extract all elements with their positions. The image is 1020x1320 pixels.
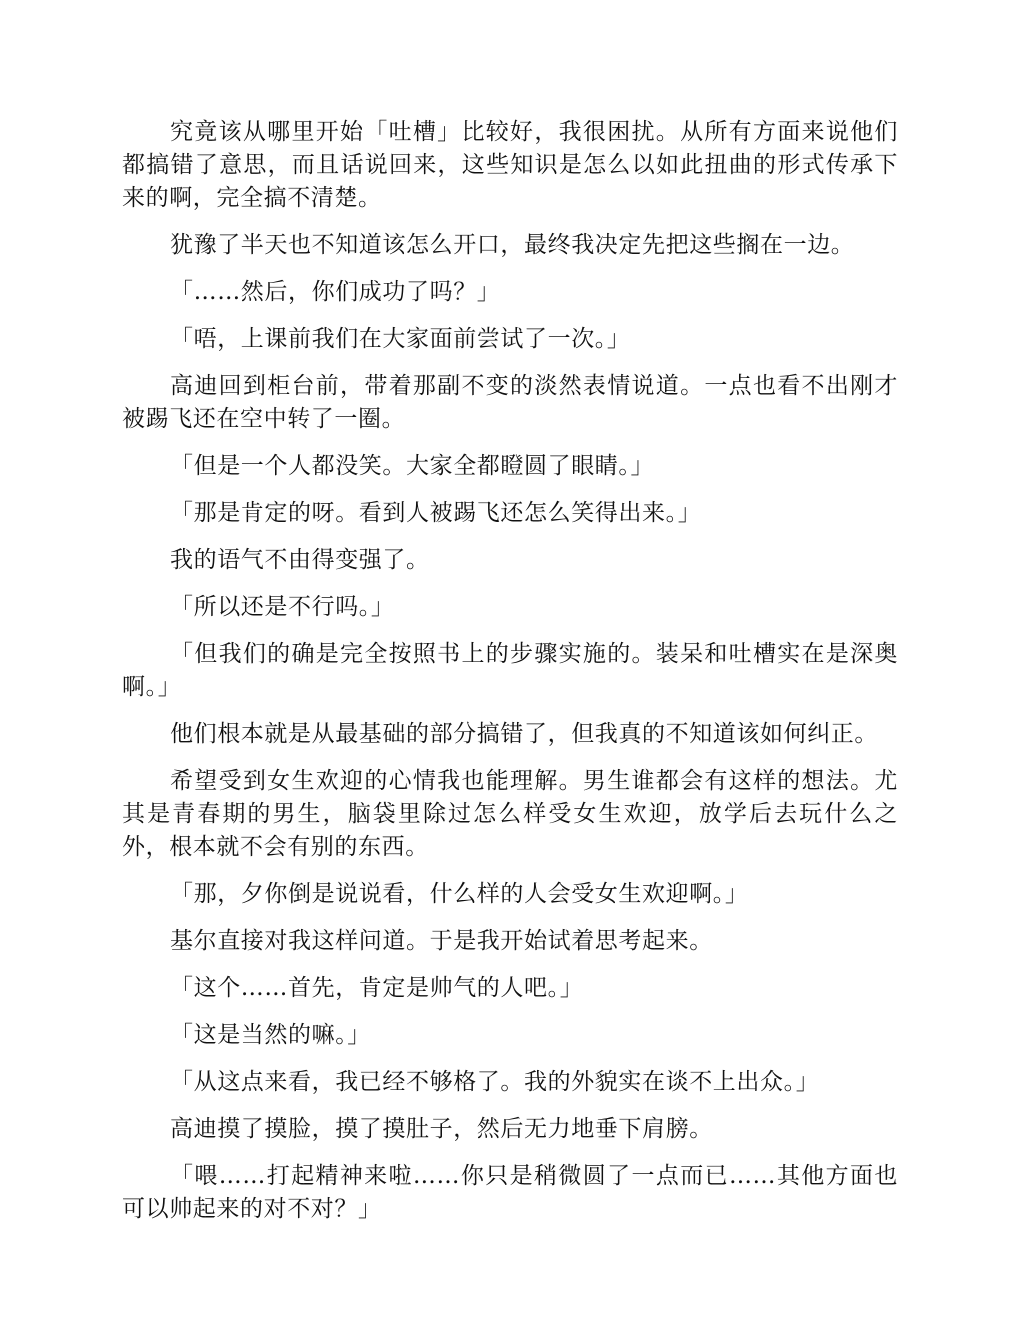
dialogue-line: 「但我们的确是完全按照书上的步骤实施的。装呆和吐槽实在是深奥啊。」 [122,641,898,700]
dialogue-line: 「唔，上课前我们在大家面前尝试了一次。」 [170,326,631,352]
body-text [122,116,898,1240]
paragraph: 希望受到女生欢迎的心情我也能理解。男生谁都会有这样的想法。尤其是青春期的男生，脑袋里除过怎么样受女生欢迎，放学后去玩什么之外，根本就不会有别的东西。 [122,768,898,860]
dialogue-line: 「但是一个人都没笑。大家全都瞪圆了眼睛。」 [170,453,655,479]
dialogue-line: 「那是肯定的呀。看到人被踢飞还怎么笑得出来。」 [170,500,702,526]
paragraph: 高迪回到柜台前，带着那副不变的淡然表情说道。一点也看不出刚才被踢飞还在空中转了一圈。 [122,373,898,432]
dialogue-line: 「这是当然的嘛。」 [170,1022,371,1048]
paragraph: 犹豫了半天也不知道该怎么开口，最终我决定先把这些搁在一边。 [170,232,855,258]
paragraph: 我的语气不由得变强了。 [170,547,430,573]
paragraph: 他们根本就是从最基础的部分搞错了，但我真的不知道该如何纠正。 [170,721,878,747]
dialogue-line: 「从这点来看，我已经不够格了。我的外貌实在谈不上出众。」 [170,1069,820,1095]
dialogue-line: 「所以还是不行吗。」 [170,594,395,620]
paragraph: 高迪摸了摸脸，摸了摸肚子，然后无力地垂下肩膀。 [170,1116,713,1142]
dialogue-line: 「喂……打起精神来啦……你只是稍微圆了一点而已……其他方面也可以帅起来的对不对？」 [122,1163,898,1222]
paragraph: 究竟该从哪里开始「吐槽」比较好，我很困扰。从所有方面来说他们都搞错了意思，而且话说回来，这些知识是怎么以如此扭曲的形式传承下来的啊，完全搞不清楚。 [122,119,898,211]
dialogue-line: 「这个……首先，肯定是帅气的人吧。」 [170,975,584,1001]
dialogue-line: 「那，夕你倒是说说看，什么样的人会受女生欢迎啊。」 [170,881,749,907]
paragraph: 基尔直接对我这样问道。于是我开始试着思考起来。 [170,928,713,954]
dialogue-line: 「……然后，你们成功了吗？」 [170,279,501,305]
